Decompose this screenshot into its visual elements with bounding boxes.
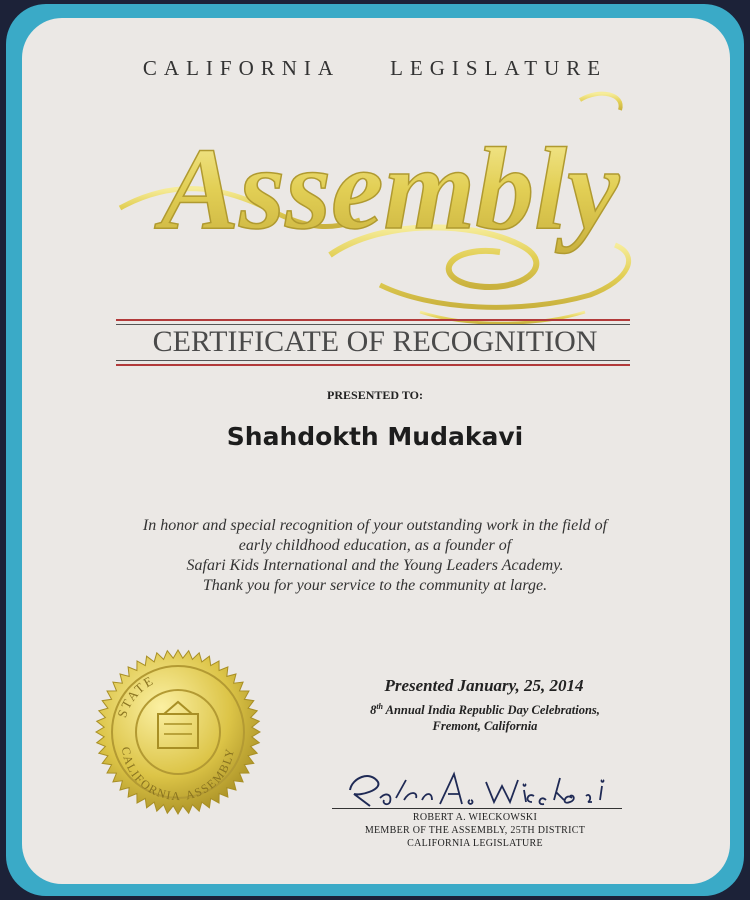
signer-title: MEMBER OF THE ASSEMBLY, 25TH DISTRICT — [364, 825, 586, 836]
recipient-name: Shahdokth Mudakavi — [226, 422, 524, 451]
presented-date: Presented January, 25, 2014 — [384, 676, 584, 695]
handwritten-signature — [330, 760, 620, 820]
signature-text: Robert A. Wieckowski — [330, 818, 340, 819]
certificate-title: CERTIFICATE OF RECOGNITION — [152, 325, 598, 358]
event-location: Fremont, California — [432, 719, 538, 733]
citation-text — [80, 516, 670, 596]
citation-line: Thank you for your service to the community at large. — [202, 577, 548, 594]
seal-text-state: STATE — [114, 672, 157, 720]
presented-to-label: PRESENTED TO: — [327, 388, 423, 402]
title-rule-bottom-dark — [116, 360, 630, 361]
citation-line: Safari Kids International and the Young Leaders Academy. — [186, 557, 564, 574]
event-name: Annual India Republic Day Celebrations, — [382, 703, 600, 718]
assembly-word: Assembly — [160, 123, 620, 254]
issuer-heading — [0, 56, 750, 81]
event-line — [320, 702, 650, 718]
assembly-gold-emblem — [0, 80, 750, 330]
seal-text-california: CALIFORNIA — [118, 745, 182, 804]
signer-org: CALIFORNIA LEGISLATURE — [407, 838, 543, 849]
title-rule-bottom-red — [116, 364, 630, 366]
citation-line: In honor and special recognition of your outstanding work in the field of — [142, 517, 608, 534]
event-ordinal: 8 — [370, 703, 377, 718]
signer-name: ROBERT A. WIECKOWSKI — [412, 812, 538, 823]
seal-text-assembly: ASSEMBLY — [184, 746, 238, 803]
signature-line — [332, 808, 622, 809]
issuer-line-1: CALIFORNIA — [142, 56, 341, 80]
citation-line: early childhood education, as a founder of — [238, 537, 512, 554]
title-rule-top-red — [116, 319, 630, 321]
event-ordinal-suffix: th — [376, 702, 383, 711]
state-assembly-gold-seal — [94, 648, 262, 816]
issuer-line-2: LEGISLATURE — [390, 56, 608, 80]
